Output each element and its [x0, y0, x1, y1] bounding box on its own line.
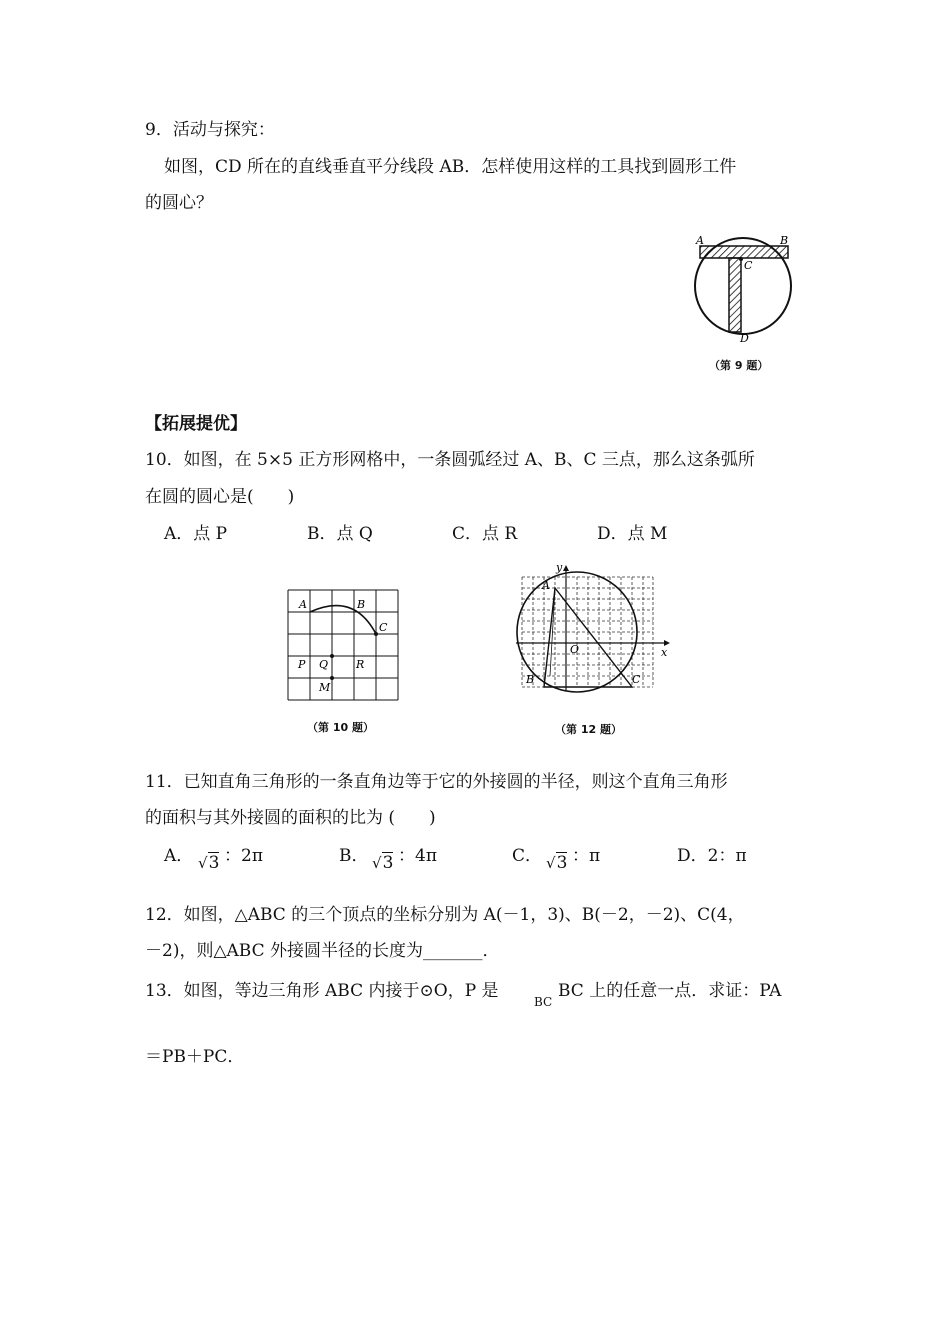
q11-option-c-radicand: 3: [556, 853, 568, 873]
q10-point-q: [330, 654, 334, 658]
q11-option-b-rest: ：4π: [398, 846, 437, 866]
q11-option-a-radical: √3: [198, 853, 220, 873]
q13-text-line1-before: 13．如图，等边三角形 ABC 内接于⊙O，P 是: [145, 981, 499, 1001]
q12-label-x: x: [661, 646, 668, 659]
q12-figure: [512, 561, 677, 700]
q11-option-c-letter: C．: [512, 846, 543, 866]
q13-text-line1-after: BC 上的任意一点．求证：PA: [558, 981, 782, 1001]
q9-text-line2: 的圆心？: [145, 193, 213, 213]
q12-text-line2: －2)，则△ABC 外接圆半径的长度为_______．: [145, 941, 500, 961]
q12-caption: （第 12 题）: [555, 723, 622, 736]
q9-label-d: D: [740, 332, 749, 345]
q9-label-b: B: [780, 234, 789, 247]
q10-label-q: Q: [319, 658, 329, 671]
q10-option-c: C．点 R: [452, 524, 518, 544]
q11-option-a-radicand: 3: [208, 853, 220, 873]
q9-stem: [729, 258, 741, 332]
q10-option-a: A．点 P: [164, 524, 228, 544]
q12-label-o: O: [570, 643, 580, 656]
q10-label-c: C: [379, 621, 388, 634]
q10-label-a: A: [299, 598, 307, 611]
q11-option-d-rest: 2：π: [707, 846, 747, 866]
q10-point-c: [374, 632, 378, 636]
q12-label-b: B: [526, 673, 535, 686]
q9-caption: （第 9 题）: [709, 359, 769, 372]
q9-label-a: A: [696, 234, 704, 247]
q12-y-arrow: [563, 565, 569, 571]
q9-heading: 9．活动与探究：: [145, 120, 275, 140]
q12-label-c: C: [632, 673, 641, 686]
q10-arc: [310, 606, 376, 634]
q10-text-line2: 在圆的圆心是( ): [145, 487, 295, 507]
q11-option-b: [339, 846, 369, 866]
q12-label-y: y: [556, 561, 563, 574]
q12-label-a: A: [542, 579, 550, 592]
q11-option-a: [164, 846, 193, 866]
q10-label-p: P: [298, 658, 306, 671]
q11-option-c-rest: ：π: [572, 846, 601, 866]
q11-text-line1: 11．已知直角三角形的一条直角边等于它的外接圆的半径，则这个直角三角形: [145, 772, 728, 792]
section-title: 【拓展提优】: [145, 414, 247, 434]
q10-caption: （第 10 题）: [307, 721, 374, 734]
q9-crossbar: [700, 246, 788, 258]
q12-text-line1: 12．如图，△ABC 的三个顶点的坐标分别为 A(－1，3)、B(－2，－2)、C(4，: [145, 905, 745, 925]
q13-text-line2: ＝PB＋PC．: [145, 1047, 245, 1067]
q10-text-line1: 10．如图，在 5×5 正方形网格中，一条圆弧经过 A、B、C 三点，那么这条弧所: [145, 450, 755, 470]
q11-option-a-letter: A．: [164, 846, 194, 866]
q11-text-line2: 的面积与其外接圆的面积的比为 ( ): [145, 808, 436, 828]
q13-arc-label: BC: [534, 995, 553, 1009]
q11-option-d-letter: D．: [677, 846, 708, 866]
q9-point-c: [739, 257, 743, 261]
q9-label-c: C: [744, 259, 753, 272]
q11-option-a-rest: ：2π: [224, 846, 263, 866]
q10-option-d: D．点 M: [597, 524, 668, 544]
q11-option-b-letter: B．: [339, 846, 369, 866]
q11-option-d: [677, 846, 747, 866]
q10-figure: [282, 582, 412, 712]
q10-label-r: R: [356, 658, 365, 671]
q11-option-c-radical: √3: [546, 853, 568, 873]
q11-option-b-radical: √3: [372, 853, 394, 873]
q9-text-line1: 如图，CD 所在的直线垂直平分线段 AB．怎样使用这样的工具找到圆形工件: [164, 157, 737, 177]
q10-option-b: B．点 Q: [307, 524, 373, 544]
q10-label-m: M: [319, 681, 331, 694]
q11-option-b-radicand: 3: [382, 853, 394, 873]
q9-figure: [680, 232, 800, 352]
q10-label-b: B: [357, 598, 366, 611]
q10-point-m: [330, 676, 334, 680]
q11-option-c: [512, 846, 542, 866]
